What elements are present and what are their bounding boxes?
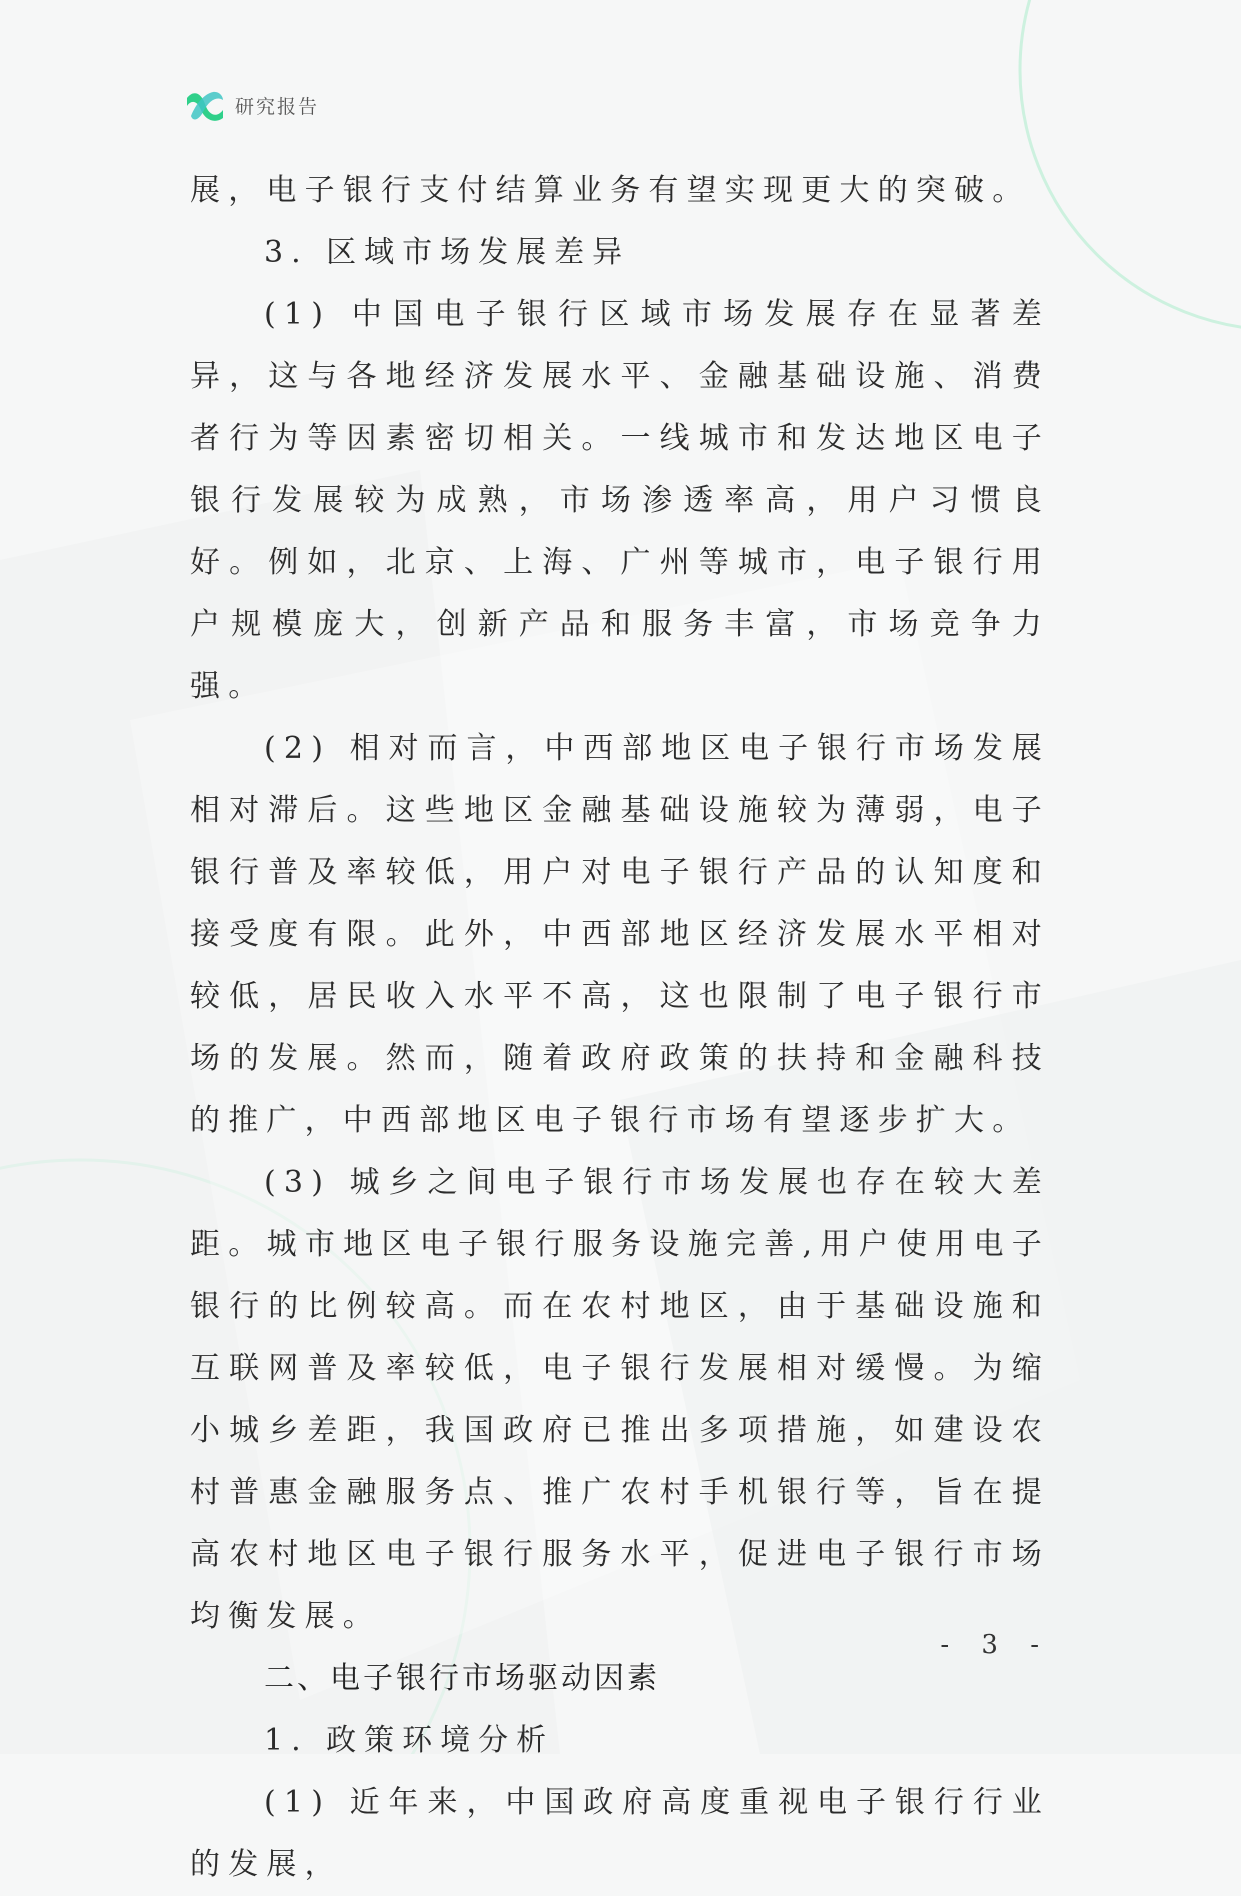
document-body [190,160,1050,1896]
paragraph-3: (3) 城乡之间电子银行市场发展也存在较大差距。城市地区电子银行服务设施完善,用户使用电子银行的比例较高。而在农村地区，由于基础设施和互联网普及率较低，电子银行发展相对缓慢。为缩小城乡差距，我国政府已推出多项措施，如建设农村普惠金融服务点、推广农村手机银行等，旨在提高农村地区电子银行服务水平，促进电子银行市场均衡发展。 [190,1165,1050,1634]
brand-logo-icon [185,88,225,122]
paragraph-4: (1) 近年来，中国政府高度重视电子银行行业的发展， [190,1785,1050,1882]
header-title: 研究报告 [235,95,320,118]
paragraph-1: (1) 中国电子银行区域市场发展存在显著差异，这与各地经济发展水平、金融基础设施、消费者行为等因素密切相关。一线城市和发达地区电子银行发展较为成熟，市场渗透率高，用户习惯良好。例如，北京、上海、广州等城市，电子银行用户规模庞大，创新产品和服务丰富，市场竞争力强。 [190,297,1050,704]
paragraph-continuation: 展，电子银行支付结算业务有望实现更大的突破。 [190,173,1031,208]
subheading-regional-differences: 3. 区域市场发展差异 [264,235,631,270]
subheading-policy-environment: 1. 政策环境分析 [264,1723,555,1758]
paragraph-2: (2) 相对而言，中西部地区电子银行市场发展相对滞后。这些地区金融基础设施较为薄弱，电子银行普及率较低，用户对电子银行产品的认知度和接受度有限。此外，中西部地区经济发展水平相对较低，居民收入水平不高，这也限制了电子银行市场的发展。然而，随着政府政策的扶持和金融科技的推广，中西部地区电子银行市场有望逐步扩大。 [190,731,1050,1138]
page-number: - 3 - [940,1630,1051,1660]
report-header [185,88,319,122]
section-heading-drivers: 二、电子银行市场驱动因素 [264,1661,660,1696]
